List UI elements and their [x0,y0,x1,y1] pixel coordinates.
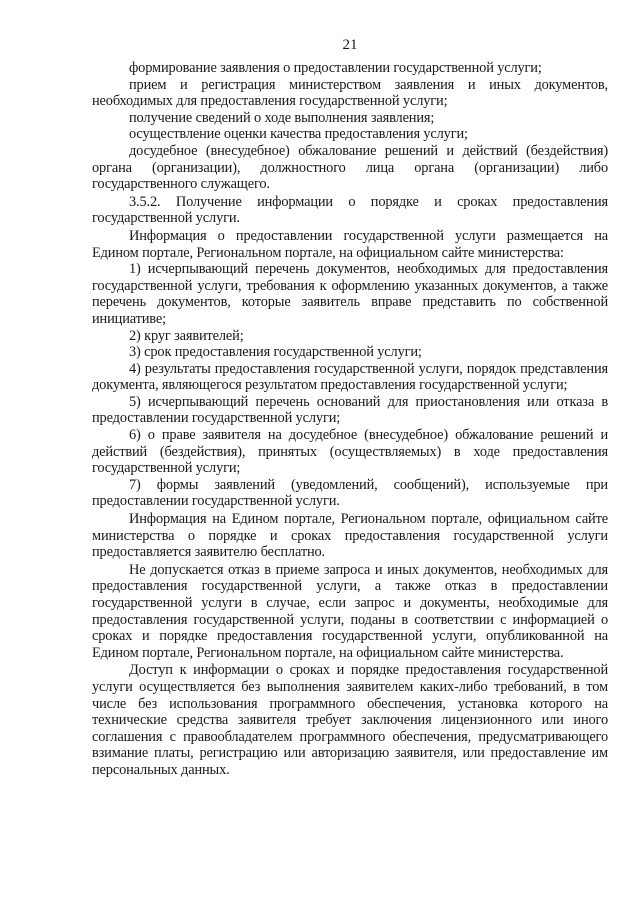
document-body [92,60,608,779]
paragraph-4: осуществление оценки качества предоставления услуги; [129,126,468,143]
paragraph-17: Доступ к информации о сроках и порядке предоставления государственной услуги осуществляется без выполнения заявителем каких-либо требований, в том числе без использования программного обеспечения, установка которого на технические средства заявителя требует заключения лицензионного или иного соглашения с правообладателем программного обеспечения, предусматривающего взимание платы, регистрацию или авторизацию заявителя, или предоставление им персональных данных. [92,662,608,778]
list-item-7: 7) формы заявлений (уведомлений, сообщений), используемые при предоставлении государственной услуги. [92,476,608,510]
list-item-4: 4) результаты предоставления государственной услуги, порядок представления документа, являющегося результатом предоставления государственной услуги; [92,360,608,394]
paragraph-7: Информация о предоставлении государственной услуги размещается на Едином портале, Региональном портале, на официальном сайте министерства: [92,227,608,261]
list-item-6: 6) о праве заявителя на досудебное (внесудебное) обжалование решений и действий (бездействия), принятых (осуществляемых) в ходе предоставления государственной услуги; [92,427,608,477]
list-item-3: 3) срок предоставления государственной услуги; [129,344,422,361]
document-page [92,36,608,779]
paragraph-1: формирование заявления о предоставлении государственной услуги; [129,60,542,76]
paragraph-16: Не допускается отказ в приеме запроса и иных документов, необходимых для предоставления государственной услуги, а также отказ в предоставлении государственной услуги в случае, если запрос и документы, необходимые для предоставления государственной услуги, поданы в соответствии с информацией о сроках и порядке предоставления государственной услуги, опубликованной на Едином портале, Региональном портале, на официальном сайте министерства. [92,561,608,661]
paragraph-3: получение сведений о ходе выполнения заявления; [129,109,435,126]
list-item-2: 2) круг заявителей; [129,327,244,344]
section-heading-3-5-2: 3.5.2. Получение информации о порядке и сроках предоставления государственной услуги. [92,193,608,227]
list-item-5: 5) исчерпывающий перечень оснований для приостановления или отказа в предоставлении государственной услуги; [92,393,608,427]
page-number: 21 [342,37,358,53]
paragraph-15: Информация на Едином портале, Региональном портале, официальном сайте министерства о порядке и сроках предоставления государственной услуги предоставляется заявителю бесплатно. [92,511,608,561]
paragraph-5: досудебное (внесудебное) обжалование решений и действий (бездействия) органа (организации), должностного лица органа (организации) либо государственного служащего. [92,142,608,193]
list-item-1: 1) исчерпывающий перечень документов, необходимых для предоставления государственной услуги, требования к оформлению указанных документов, а также перечень документов, которые заявитель вправе представить по собственной инициативе; [92,261,608,327]
paragraph-2: прием и регистрация министерством заявления и иных документов, необходимых для предоставления государственной услуги; [92,76,608,110]
